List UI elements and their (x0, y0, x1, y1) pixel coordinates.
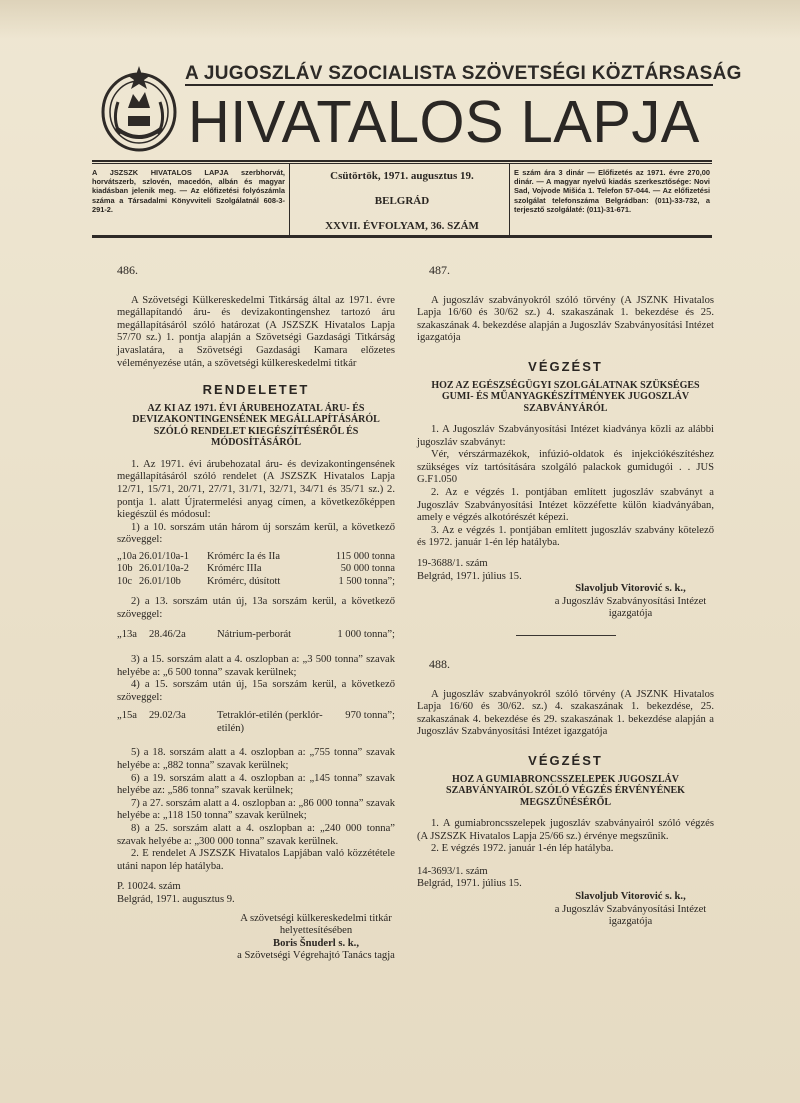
info-divider-right (509, 164, 510, 235)
decree-ref: P. 10024. szám (117, 881, 181, 893)
decree-heading: AZ KI AZ 1971. ÉVI ÁRUBEHOZATAL ÁRU- ÉS DEVIZAKONTINGENSÉNEK MEGÁLLAPÍTÁSÁRÓL SZÓLÓ RENDELET KIEGÉSZÍTÉSÉRŐL ÉS MÓDOSÍTÁSÁRÓL (132, 402, 380, 449)
quota-cell-code: 26.01/10a-1 (139, 550, 189, 562)
decree-item-3: 3) a 15. sorszám alatt a 4. oszlopban a: „3 500 tonna” szavak helyébe a: „6 500 tonna” szavak kerülnek; (117, 653, 395, 678)
decree-item-1: 1) a 10. sorszám után három új sorszám kerül, a következő szöveggel: (117, 521, 395, 546)
quota-cell-code: 26.01/10a-2 (139, 563, 189, 575)
quota-row-15a (117, 710, 395, 735)
act-number-488: 488. (429, 656, 450, 671)
signature-name: Slavoljub Vitorović s. k., (575, 583, 686, 595)
row-name: Nátrium-perborát (217, 629, 292, 641)
row-no: „13a (117, 629, 137, 641)
info-top-rule-2 (92, 163, 712, 164)
act-number-487: 487. (429, 263, 450, 277)
decree-item-2: 2) a 13. sorszám után új, 13a sorszám kerül, a következő szöveggel: (117, 596, 395, 620)
resolution1-signature (547, 583, 714, 621)
resolution1-date: Belgrád, 1971. július 15. (417, 570, 522, 582)
resolution2-date: Belgrád, 1971. július 15. (417, 878, 522, 890)
signature-name: Slavoljub Vitorović s. k., (575, 891, 686, 902)
resolution2-p1: 1. A gumiabroncsszelepek jugoszláv szabványairól szóló végzés (A JSZSZK Hivatalos Lapja 25/66 sz.) érvénye megszűnik. (417, 818, 714, 842)
right-column (417, 264, 714, 929)
decree-para-1: 1. Az 1971. évi árubehozatal áru- és devizakontingensének megállapításáról szóló rendelet (A JSZSZK Hivatalos Lapja 12/71, 15/71, 20/71, 27/71, 31/71, 32/71, 34/71 és 35/71 sz.) 2. pontja 1. alatt Újratermelési anyag címen, a következőképpen kiegészül és módosul: (117, 458, 395, 521)
decree-item-4: 4) a 15. sorszám után új, 15a sorszám kerül, a következő szöveggel: (117, 679, 395, 703)
row-code: 29.02/3a (149, 710, 186, 722)
decree-item-7: 7) a 27. sorszám alatt a 4. oszlopban a: „86 000 tonna” szavak helyébe a: „118 150 tonna” szavak kerülnek; (117, 797, 395, 822)
signature-title: a Jugoszláv Szabványosítási Intézet igazgatója (554, 595, 707, 620)
quota-cell-no: 10b (117, 563, 133, 575)
resolution2-signature (547, 891, 714, 929)
issue-date: Csütörtök, 1971. augusztus 19. (330, 170, 474, 182)
issue-info (296, 170, 508, 245)
quota-cell-no: 10c (117, 575, 133, 587)
info-divider-left (289, 164, 290, 235)
subscription-info-right: E szám ára 3 dinár — Előfizetés az 1971. évre 270,00 dinár. — A magyar nyelvű kiadás szerkesztősége: Novi Sad, Vojvode Mišića 1. Telefon 57-044. — Az előfizetési szolgálat telefonszáma Belgrádban: (011)-33-732, a terjesztő szolgálaté: (011)-31-671. (514, 168, 710, 214)
quota-cell-value: 50 000 tonna (340, 563, 395, 575)
decree-item-5: 5) a 18. sorszám alatt a 4. oszlopban a: „755 tonna” szavak helyébe a: „882 tonna” szavak kerülnek; (117, 747, 395, 772)
paper-edge (0, 0, 800, 40)
row-name: Tetraklór-etilén (perklór-etilén) (217, 710, 323, 734)
act-number-486: 486. (117, 263, 138, 277)
resolution1-p2: 2. Az e végzés 1. pontjában említett jugoszláv szabványt a Jugoszláv Szabványosítási Intézet közzéfette külön kiadványában, amely e végzés alkotórészét képezi. (417, 487, 714, 524)
decree-signature (237, 913, 395, 963)
resolution1-type: VÉGZÉST (528, 358, 603, 374)
quota-cell-name: Krómérc, dúsított (207, 575, 281, 587)
resolution2-intro: A jugoszláv szabványokról szóló törvény (A JSZNK Hivatalos Lapja 16/60 és 30/62. sz.) 4. szakaszának 1. bekezdése, 25. szakaszának 4. bekezdése és 29. szakaszának 1. bekezdése alapján a Jugoszláv Szabványosítási Intézet igazgatója (417, 688, 714, 738)
resolution1-ref: 19-3688/1. szám (417, 558, 488, 569)
issue-city: BELGRÁD (374, 195, 430, 207)
signature-role: A szövetségi külkereskedelmi titkár helyettesítésében (240, 912, 392, 937)
row-no: „15a (117, 710, 137, 722)
subscription-info-left: A JSZSZK HIVATALOS LAPJA szerbhorvát, horvátszerb, szlovén, macedón, albán és magyar kiadásban jelenik meg. — Az előfizetési folyószámla száma a Társadalmi Könyvviteli Szolgálatnál 608-3-291-2. (92, 168, 285, 214)
resolution2-ref: 14-3693/1. szám (417, 865, 488, 877)
row-value: 1 000 tonna”; (337, 629, 395, 641)
quota-cell-no: „10a (117, 550, 137, 562)
decree-para-2: 2. E rendelet A JSZSZK Hivatalos Lapjában való közzététele utáni napon lép hatályba. (117, 848, 395, 872)
signature-name: Boris Šnuderl s. k., (273, 937, 359, 949)
masthead-rule (185, 84, 713, 86)
resolution1-p1: 1. A Jugoszláv Szabványosítási Intézet kiadványa közli az alábbi jugoszláv szabványt: (417, 424, 714, 448)
resolution1-p3: 3. Az e végzés 1. pontjában említett jugoszláv szabvány kötelező és 1972. január 1-én lép hatályba. (417, 524, 714, 549)
decree-item-8: 8) a 25. sorszám alatt a 4. oszlopban a: „240 000 tonna” szavak helyébe a: „300 000 tonna” szavak kerülnek. (117, 823, 395, 847)
quota-table (117, 551, 395, 588)
resolution2-p2: 2. E végzés 1972. január 1-én lép hatályba. (431, 843, 614, 855)
resolution1-heading: HOZ AZ EGÉSZSÉGÜGYI SZOLGÁLATNAK SZÜKSÉGES GUMI- ÉS MŰANYAGKÉSZÍTMÉNYEK JUGOSZLÁV SZABVÁNYÁRÓL (431, 379, 700, 414)
decree-type: RENDELETET (202, 382, 310, 398)
republic-line: A JUGOSZLÁV SZOCIALISTA SZÖVETSÉGI KÖZTÁRSASÁG (185, 63, 742, 84)
resolution2-type: VÉGZÉST (528, 752, 603, 768)
section-separator (516, 635, 616, 636)
resolution1-standard: Vér, vérszármazékok, infúzió-oldatok és injekciókészítéshez szükséges víz tartósítására szolgáló palackok gumidugói . . JUS G.F1.050 (417, 449, 714, 486)
resolution2-heading: HOZ A GUMIABRONCSSZELEPEK JUGOSZLÁV SZABVÁNYAIRÓL SZÓLÓ VÉGZÉS ÉRVÉNYÉNEK MEGSZŰNÉSÉRŐL (446, 773, 685, 808)
decree-intro: A Szövetségi Külkereskedelmi Titkárság által az 1971. évre megállapítandó áru- és devizakontingenshez tartozó áru megállapításáról szóló határozat (A JSZSZK Hivatalos Lapja 57/70 sz.) 1. pontja alapján a Szövetségi Gazdasági Titkárság javaslatára, a Szövetségi Gazdasági Kamara előzetes véleményezése után, a szövetségi külkereskedelmi titkár (117, 294, 395, 369)
resolution1-intro: A jugoszláv szabványokról szóló törvény (A JSZNK Hivatalos Lapja 16/60 és 30/62 sz.) 4. szakaszának 1. bekezdése és 25. szakaszának 4. bekezdése alapján a Jugoszláv Szabványosítási Intézet igazgatója (417, 294, 714, 344)
quota-cell-value: 115 000 tonna (335, 550, 395, 562)
issue-number: XXVII. ÉVFOLYAM, 36. SZÁM (325, 220, 479, 232)
left-column (117, 264, 395, 963)
quota-cell-name: Krómérc IIIa (207, 563, 262, 575)
quota-row-13a (117, 629, 395, 642)
state-emblem-icon (98, 62, 180, 154)
quota-cell-value: 1 500 tonna”; (338, 575, 395, 587)
row-value: 970 tonna”; (345, 710, 395, 722)
signature-title: a Jugoszláv Szabványosítási Intézet igazgatója (554, 903, 707, 928)
quota-cell-code: 26.01/10b (139, 575, 181, 587)
row-code: 28.46/2a (149, 629, 186, 641)
gazette-title: HIVATALOS LAPJA (188, 89, 700, 155)
decree-item-6: 6) a 19. sorszám alatt a 4. oszlopban a: „145 tonna” szavak helyébe az: „586 tonna” szavak kerülnek; (117, 772, 395, 797)
info-top-rule (92, 160, 712, 162)
signature-title: a Szövetségi Végrehajtó Tanács tagja (237, 950, 395, 962)
quota-cell-name: Krómérc Ia és IIa (207, 550, 280, 562)
decree-place-date: Belgrád, 1971. augusztus 9. (117, 894, 235, 905)
